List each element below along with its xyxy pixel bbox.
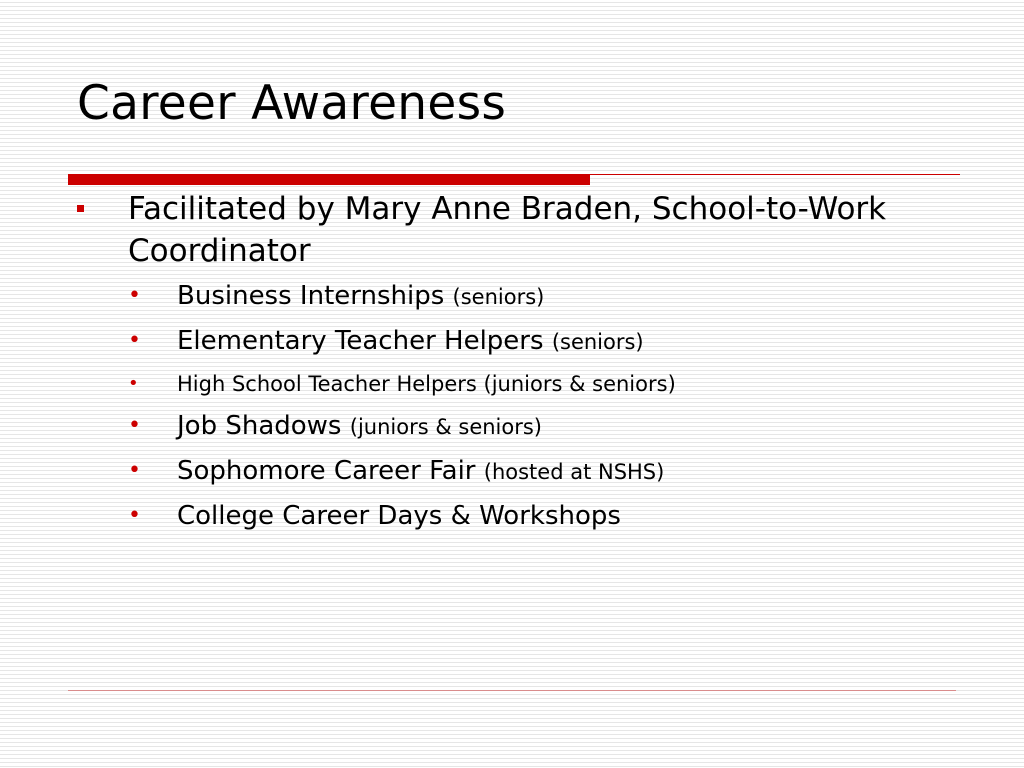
sub-bullet-text: Business Internships (177, 281, 445, 311)
sub-bullet-note: (seniors) (452, 285, 545, 309)
sub-bullet-item (0, 364, 1024, 404)
sub-bullet-text: Sophomore Career Fair (177, 456, 476, 486)
red-square-bullet-icon (77, 205, 84, 212)
sub-bullet-item (0, 274, 1024, 319)
sub-bullet-note: (hosted at NSHS) (483, 460, 665, 484)
sub-bullet-text: High School Teacher Helpers (juniors & seniors) (177, 372, 676, 396)
slide-title: Career Awareness (77, 76, 507, 131)
sub-bullet-item (0, 404, 1024, 449)
red-dot-bullet-icon: • (128, 283, 141, 308)
red-dot-bullet-icon: • (128, 503, 141, 528)
sub-bullet-list (0, 274, 1024, 538)
main-bullet-item (0, 188, 908, 272)
sub-bullet-item (0, 449, 1024, 494)
sub-bullet-item (0, 319, 1024, 364)
sub-bullet-text: Job Shadows (177, 411, 342, 441)
sub-bullet-text: College Career Days & Workshops (177, 501, 621, 531)
sub-bullet-item (0, 494, 1024, 538)
slide-body (0, 188, 1024, 538)
title-underline-thin (590, 174, 960, 175)
red-dot-bullet-icon: • (128, 413, 141, 438)
red-dot-bullet-icon: • (128, 328, 141, 353)
title-underline-thick (68, 174, 590, 185)
red-dot-bullet-icon: • (128, 458, 141, 483)
footer-divider (68, 690, 956, 691)
sub-bullet-note: (juniors & seniors) (349, 415, 543, 439)
red-dot-bullet-icon: • (128, 373, 139, 394)
sub-bullet-text: Elementary Teacher Helpers (177, 326, 544, 356)
main-bullet-text: Facilitated by Mary Anne Braden, School-to-Work Coordinator (128, 191, 887, 269)
sub-bullet-note: (seniors) (551, 330, 644, 354)
